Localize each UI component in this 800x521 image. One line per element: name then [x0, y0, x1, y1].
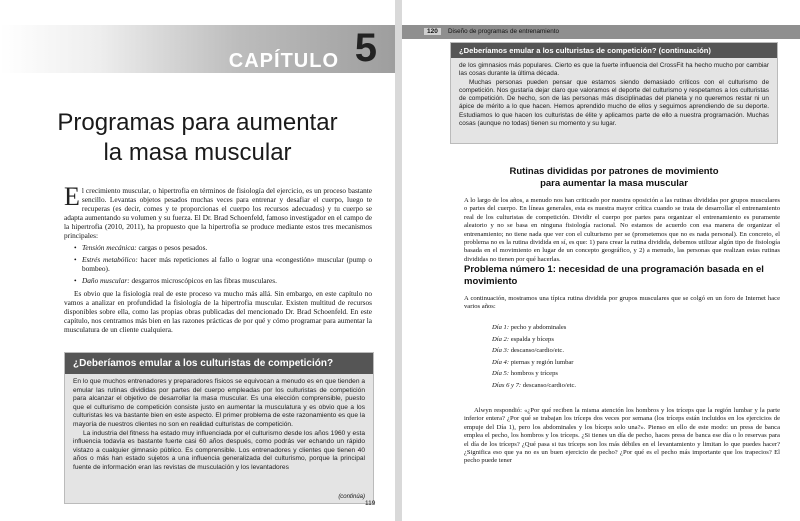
sidebar-paragraph: La industria del fitness ha estado muy influenciada por el culturismo desde los años 1960 y esta influencia todavía es bastante fuerte casi 60 años después, como podrás ver echando un rápido vistazo a cualquier gimnasio público. Es comprensible. Los entrenadores y clientes que tienen 40 años o más han estado sujetos a una influencia generalizada del culturismo, porque la principal fuente de información eran las revistas de musculación y los levantadores [73, 429, 365, 471]
list-item [492, 357, 576, 369]
routine-list [492, 322, 576, 392]
day-text: hombros y tríceps [509, 370, 558, 378]
page-number: 120 [424, 28, 441, 35]
drop-cap: E [64, 182, 80, 211]
sidebar-box-body [65, 374, 373, 477]
sidebar-box [450, 42, 778, 144]
list-item [492, 345, 576, 357]
chapter-number: 5 [354, 26, 377, 70]
day-text: pecho y abdominales [509, 324, 567, 331]
chapter-label: CAPÍTULO [228, 50, 339, 72]
body-paragraph: A lo largo de los años, a menudo nos han criticado por nuestra oposición a las rutinas divididas por grupos musculares o partes del cuerpo. En líneas generales, esta es nuestra mayor crítica cuando se trata de desarrollar el entrenamiento real de los culturistas de competición. Dividir el cuerpo por partes para organizar el entrenamiento es puramente aleatorio y no se basa en ninguna fisiología racional. No estamos de acuerdo con esa manera de organizar el entrenamiento; no tiene nada que ver con el culturismo per se (prometemos que no es nada personal). En concreto, el problema no es la rutina dividida en sí, es que: 1) para crear la rutina dividida, debemos utilizar algún tipo de fisiología basada en el movimiento en lugar de un concepto geográfico, y 2) a menudo, las personas que realizan estas rutinas divididas no tienen por qué hacerlas. [464, 197, 780, 263]
subsection-title: Problema número 1: necesidad de una programación basada en el movimiento [464, 264, 764, 287]
list-item [492, 334, 576, 346]
list-item [74, 276, 372, 285]
sidebar-paragraph: En lo que muchos entrenadores y preparadores físicos se equivocan a menudo es en que tienden a emular las rutinas divididas por partes del cuerpo empleadas por los culturistas de competición para alcanzar el objetivo de desarrollar la masa muscular. Es una elección comprensible, puesto que el culturismo de competición consiste justo en aumentar la musculatura y es obvio que a los culturistas les va bastante bien en este aspecto. El primer problema de este razonamiento es que la mayoría de nuestros clientes no son en realidad culturistas de competición. [73, 378, 365, 428]
day-label: Día 4: [492, 358, 510, 366]
list-item [74, 255, 372, 273]
sidebar-box-header: ¿Deberíamos emular a los culturistas de competición? [65, 353, 373, 374]
section-title [472, 166, 756, 190]
chapter-title [30, 108, 365, 168]
intro-paragraph-2: Es obvio que la fisiología real de este proceso va mucho más allá. Sin embargo, en este capítulo no vamos a analizar en profundidad la fisiología de la hipertrofia muscular. Existen multitud de recursos disponibles sobre ella, como las propias obras publicadas del mencionado Dr. Brad Schoenfeld. En este capítulo, nos centramos más bien en las razones prácticas de por qué y cómo programar para aumentar la musculatura de un cliente cualquiera. [64, 289, 372, 334]
chapter-title-line: la masa muscular [103, 139, 292, 166]
body-paragraph: A continuación, mostramos una típica rutina dividida por grupos musculares que se colgó en un foro de Internet hace varios años: [464, 295, 780, 311]
list-item-term: Estrés metabólico: [82, 255, 138, 264]
day-label: Día 1: [492, 324, 510, 331]
sidebar-box [64, 352, 374, 504]
list-item [492, 322, 576, 334]
list-item-term: Daño muscular: [82, 276, 130, 285]
day-label: Días 6 y 7: [492, 381, 522, 389]
intro-paragraph-1-text: l crecimiento muscular, o hipertrofia en términos de fisiología del ejercicio, es un proceso bastante sencillo. Levantas objetos pesados muchas veces para entrenar y desafiar el cuerpo, luego te recuperas (es decir, comes y te proporcionas el cuerpo los recursos adecuados) y tu cuerpo se adapta aumentando su volumen y su fuerza. El Dr. Brad Schoenfeld, famoso investigador en el campo de la hipertrofia (2010, 2011), ha propuesto que la hipertrofia se produce mediante estos tres mecanismos principales: [64, 186, 372, 240]
chapter-title-line: Programas para aumentar [57, 109, 338, 136]
body-paragraph: Alwyn respondió: «¿Por qué reciben la misma atención los hombros y los tríceps que la región lumbar y la parte inferior entera? ¿Por qué se trabajan los tríceps dos veces por semana (los tríceps están incluidos en los ejercicios de empuje del Día 1), pero los abdominales y los bíceps solo una?». Pienso en ello de este modo: un press de banca emplea el pecho, los hombros y los tríceps. ¿Si tienes un día de pecho, haces press de banca ese día o lo reservas para el día de los tríceps? ¿Qué pasa si tus tríceps son los más débiles en el levantamiento y limitan lo que puedes hacer? ¿Significa eso que ya no es un buen ejercicio de pecho? ¿Por qué es el pecho más importante que los trapecios? El pecho puede tener [464, 407, 780, 465]
day-text: descanso/cardio/etc. [509, 347, 564, 355]
list-item [74, 243, 372, 252]
day-text: descanso/cardio/etc. [521, 381, 577, 389]
list-item [492, 380, 576, 392]
day-label: Día 2: [492, 335, 510, 343]
right-page [402, 0, 800, 521]
sidebar-paragraph: Muchas personas pueden pensar que estamos siendo demasiado críticos con el culturismo de competición. Nos gustaría dejar claro que valoramos el deporte del culturismo y respetamos a los culturistas de competición. De hecho, son de las personas más disciplinadas del planeta y no queremos restar ni un ápice de mérito a lo que hacen. Hemos aprendido mucho de ellos y seguimos aprendiendo de su deporte. Estudiamos lo que hacen los culturistas de élite y aplicamos parte de ello a nuestra programación. Muchas cosas (aunque no todas) tienen su momento y su lugar. [459, 78, 769, 128]
list-item-text: desgarros microscópicos en las fibras musculares. [129, 276, 277, 285]
sidebar-box-header: ¿Deberíamos emular a los culturistas de competición? (continuación) [451, 43, 777, 58]
page-number: 119 [365, 500, 376, 507]
continued-note: (continúa) [338, 494, 365, 500]
section-title-line: para aumentar la masa muscular [540, 178, 688, 189]
day-label: Día 3: [492, 347, 510, 355]
list-item [492, 368, 576, 380]
day-text: espalda y bíceps [509, 335, 554, 343]
day-label: Día 5: [492, 370, 510, 378]
list-item-text: hacer más repeticiones al fallo o lograr una «congestión» muscular (pump o bombeo). [82, 255, 372, 273]
day-text: piernas y región lumbar [509, 358, 574, 366]
list-item-text: cargas o pesos pesados. [136, 243, 208, 252]
section-title-line: Rutinas divididas por patrones de movimiento [509, 166, 719, 177]
intro-paragraph-1 [64, 182, 372, 240]
intro-text [64, 182, 372, 334]
sidebar-paragraph: de los gimnasios más populares. Cierto es que la fuerte influencia del CrossFit ha hecho mucho por cambiar las cosas durante la última década. [459, 62, 769, 78]
running-head [402, 25, 800, 39]
left-page [0, 0, 395, 521]
running-head-title: Diseño de programas de entrenamiento [448, 28, 559, 35]
mechanism-list [74, 243, 372, 285]
sidebar-box-body [451, 58, 777, 132]
list-item-term: Tensión mecánica: [82, 243, 137, 252]
